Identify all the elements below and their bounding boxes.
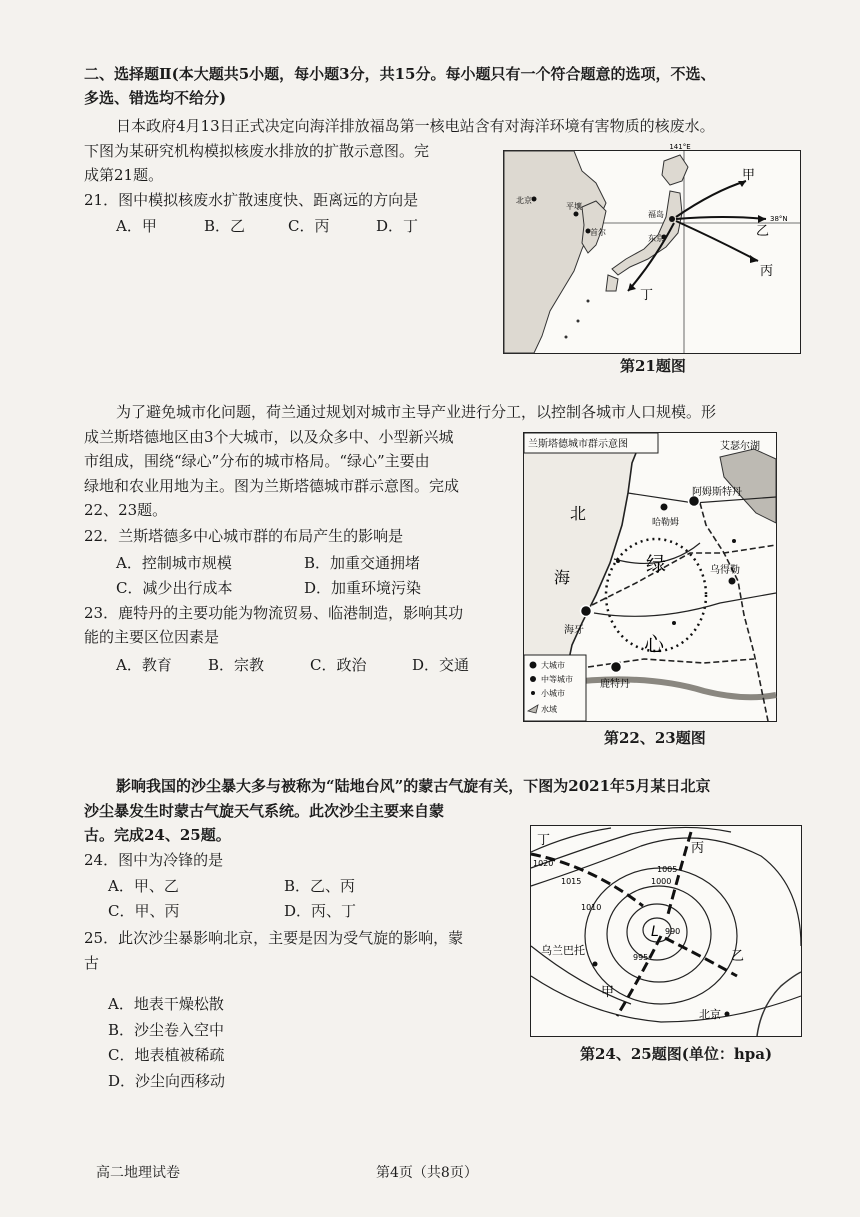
q24-option-c: C．甲、丙 xyxy=(108,902,180,920)
q21-option-d: D．丁 xyxy=(376,217,419,235)
isobar-label-1005: 1005 xyxy=(657,865,678,874)
front-label-jia: 甲 xyxy=(601,985,615,1000)
cyclone-map-svg xyxy=(531,826,801,1036)
haarlem-dot xyxy=(661,504,668,511)
fukushima-label: 福岛 xyxy=(648,210,664,219)
front-yi xyxy=(665,938,737,976)
q24-stem: 24．图中为冷锋的是 xyxy=(84,851,224,869)
heart-label: 心 xyxy=(644,632,664,656)
arrow-jia xyxy=(676,181,746,217)
q21-figure-caption: 第21题图 xyxy=(620,357,686,375)
ulaanbaatar-dot xyxy=(593,962,598,967)
cyclone-map-figure xyxy=(530,825,802,1037)
randstad-map-title: 兰斯塔德城市群示意图 xyxy=(528,439,628,450)
isobar-label-1020: 1020 xyxy=(533,859,554,868)
front-bing xyxy=(667,832,691,918)
legend-small-city: 小城市 xyxy=(541,689,565,698)
q21-option-a: A．甲 xyxy=(116,217,157,235)
front-label-yi: 乙 xyxy=(731,949,745,964)
road-mid xyxy=(594,593,776,616)
q22-intro-5: 22、23题。 xyxy=(84,501,168,519)
haarlem-label: 哈勒姆 xyxy=(652,518,680,528)
section-heading-cont: 多选、错选均不给分) xyxy=(84,89,227,107)
arrow-yi xyxy=(676,217,766,219)
q24-option-b: B．乙、丙 xyxy=(284,877,356,895)
isobar-1000 xyxy=(607,886,711,982)
river-south xyxy=(564,679,776,697)
q21-option-c: C．丙 xyxy=(288,217,330,235)
lat-label: 38°N xyxy=(770,215,788,223)
north-label: 北 xyxy=(570,504,587,523)
legend-large-city: 大城市 xyxy=(541,661,565,670)
dir-bing-label: 丙 xyxy=(760,264,774,279)
pyongyang-dot xyxy=(574,212,579,217)
dir-ding-label: 丁 xyxy=(640,288,654,303)
rotterdam-label: 鹿特丹 xyxy=(600,679,630,690)
q21-option-b: B．乙 xyxy=(204,217,246,235)
q22-option-a: A．控制城市规模 xyxy=(116,554,232,572)
legend-water: 水域 xyxy=(541,705,557,714)
dir-yi-label: 乙 xyxy=(756,224,770,239)
q22-option-d: D．加重环境污染 xyxy=(304,579,422,597)
q24-intro-3: 古。完成24、25题。 xyxy=(84,826,231,844)
q25-option-c: C．地表植被稀疏 xyxy=(108,1046,225,1064)
q23-stem-2: 能的主要区位因素是 xyxy=(84,628,220,646)
korean-peninsula xyxy=(582,201,606,253)
q24-intro-2: 沙尘暴发生时蒙古气旋天气系统。此次沙尘主要来自蒙 xyxy=(84,802,445,820)
q23-stem: 23．鹿特丹的主要功能为物流贸易、临港制造，影响其功 xyxy=(84,604,464,622)
isobar-label-990: 990 xyxy=(665,927,681,936)
lake-label: 艾瑟尔湖 xyxy=(720,441,760,452)
utrecht-label: 乌得勒 xyxy=(710,565,740,576)
fukushima-dot xyxy=(669,216,675,222)
hague-dot xyxy=(581,606,592,617)
q23-option-b: B．宗教 xyxy=(208,656,265,674)
q21-intro-2: 下图为某研究机构模拟核废水排放的扩散示意图。完 xyxy=(84,142,430,160)
front-label-ding: 丁 xyxy=(537,833,551,848)
hague-label: 海牙 xyxy=(564,625,584,636)
front-label-bing: 丙 xyxy=(691,841,705,856)
green-label: 绿 xyxy=(646,552,666,576)
q22-intro-3: 市组成，围绕“绿心”分布的城市格局。“绿心”主要由 xyxy=(84,452,430,470)
low-center: L xyxy=(651,924,659,940)
sea-label: 海 xyxy=(554,568,571,587)
dir-jia-label: 甲 xyxy=(742,168,756,183)
q25-option-a: A．地表干燥松散 xyxy=(108,995,224,1013)
q22-option-b: B．加重交通拥堵 xyxy=(304,554,421,572)
q22-stem: 22．兰斯塔德多中心城市群的布局产生的影响是 xyxy=(84,527,404,545)
honshu xyxy=(612,191,682,275)
q24-figure-caption: 第24、25题图(单位：hpa) xyxy=(580,1045,773,1063)
asia-landmass xyxy=(504,151,606,353)
ulaanbaatar-label: 乌兰巴托 xyxy=(541,944,585,957)
q21-map-figure xyxy=(503,143,801,354)
tokyo-label: 东京 xyxy=(648,234,664,243)
beijing-label: 北京 xyxy=(516,196,532,205)
lon-label: 141°E xyxy=(669,143,691,151)
arrow-bing xyxy=(676,221,758,261)
randstad-map-figure xyxy=(523,432,777,722)
q21-stem: 21．图中模拟核废水扩散速度快、距离远的方向是 xyxy=(84,191,419,209)
q21-map-svg xyxy=(504,143,800,353)
q22-intro-4: 绿地和农业用地为主。图为兰斯塔德城市群示意图。完成 xyxy=(84,477,460,495)
beijing-dot xyxy=(725,1012,730,1017)
isobar-label-995: 995 xyxy=(633,953,649,962)
q24-intro: 影响我国的沙尘暴大多与被称为“陆地台风”的蒙古气旋有关，下图为2021年5月某日北京 xyxy=(116,777,711,795)
q22-figure-caption: 第22、23题图 xyxy=(604,729,706,747)
kyushu xyxy=(606,275,618,291)
q21-intro-3: 成第21题。 xyxy=(84,166,164,184)
q24-option-d: D．丙、丁 xyxy=(284,902,357,920)
q21-intro: 日本政府4月13日正式决定向海洋排放福岛第一核电站含有对海洋环境有害物质的核废水。 xyxy=(116,117,715,135)
railway-east xyxy=(700,503,768,721)
isobar-label-1010: 1010 xyxy=(581,903,602,912)
ijsselmeer xyxy=(720,449,776,523)
q22-intro-2: 成兰斯塔德地区由3个大城市，以及众多中、小型新兴城 xyxy=(84,428,454,446)
isobar-label-1015: 1015 xyxy=(561,877,582,886)
isobar-label-1000: 1000 xyxy=(651,877,672,886)
rotterdam-dot xyxy=(611,662,622,673)
q22-option-c: C．减少出行成本 xyxy=(116,579,233,597)
section-heading: 二、选择题Ⅱ(本大题共5小题，每小题3分，共15分。每小题只有一个符合题意的选项，不选、 xyxy=(84,65,716,83)
seoul-label: 首尔 xyxy=(590,228,606,237)
randstad-map-svg xyxy=(524,433,776,721)
q25-stem-2: 古 xyxy=(84,954,100,972)
footer-subject: 高二地理试卷 xyxy=(96,1165,180,1181)
beijing-dot xyxy=(532,197,537,202)
amsterdam-label: 阿姆斯特丹 xyxy=(692,487,742,498)
footer-page-number: 第4页（共8页） xyxy=(376,1165,478,1181)
q25-stem: 25．此次沙尘暴影响北京，主要是因为受气旋的影响，蒙 xyxy=(84,929,464,947)
q23-option-d: D．交通 xyxy=(412,656,470,674)
q23-option-c: C．政治 xyxy=(310,656,367,674)
utrecht-dot xyxy=(729,578,736,585)
q25-option-b: B．沙尘卷入空中 xyxy=(108,1021,225,1039)
legend-medium-city: 中等城市 xyxy=(541,675,573,684)
q23-option-a: A．教育 xyxy=(116,656,172,674)
q22-intro: 为了避免城市化问题，荷兰通过规划对城市主导产业进行分工，以控制各城市人口规模。形 xyxy=(116,403,717,421)
pyongyang-label: 平壤 xyxy=(566,202,582,211)
q24-option-a: A．甲、乙 xyxy=(108,877,179,895)
beijing-label: 北京 xyxy=(699,1008,721,1021)
q25-option-d: D．沙尘向西移动 xyxy=(108,1072,226,1090)
